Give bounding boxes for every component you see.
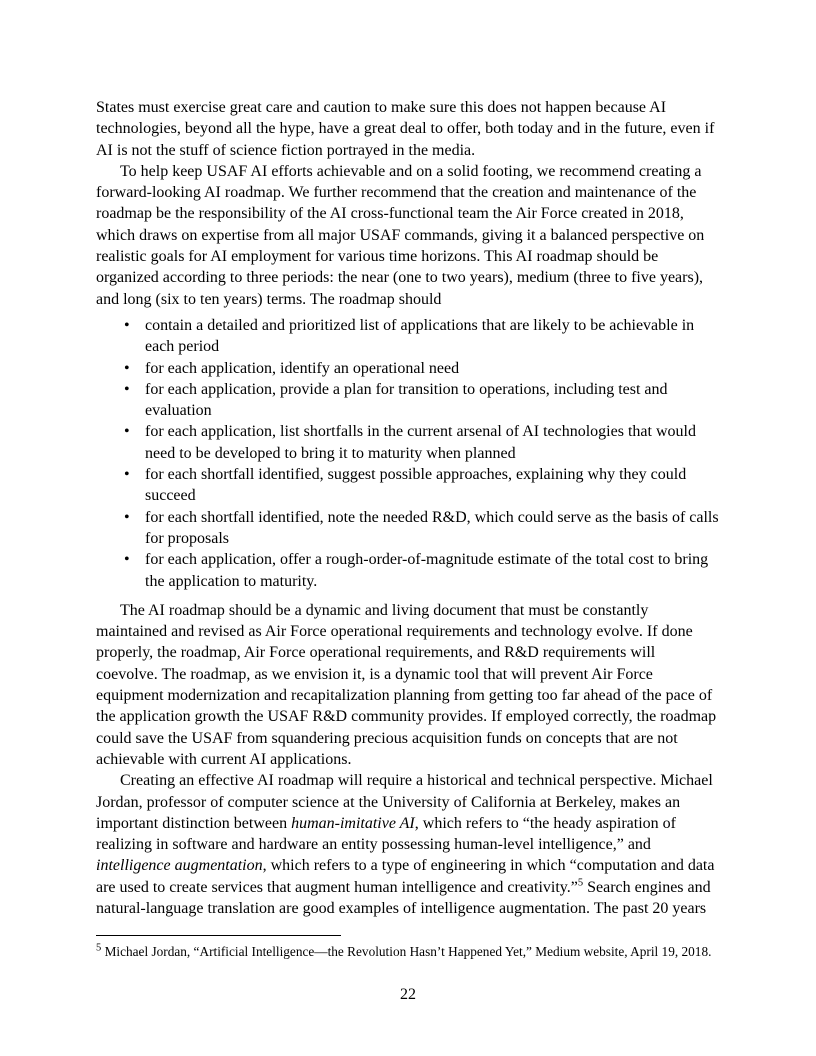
bullet-icon: • — [124, 508, 130, 526]
bullet-list — [96, 315, 720, 592]
bullet-icon: • — [124, 423, 130, 441]
paragraph-jordan-distinction — [96, 770, 720, 919]
bullet-icon: • — [124, 551, 130, 569]
bullet-icon: • — [124, 359, 130, 377]
bullet-item-text: for each application, provide a plan for transition to operations, including test and evaluation — [145, 380, 668, 420]
bullet-item-text: for each application, offer a rough-order-of-magnitude estimate of the total cost to bring the application to maturity. — [145, 551, 709, 590]
bullet-icon: • — [124, 380, 130, 398]
bullet-icon: • — [124, 316, 130, 334]
italic-term-intelligence-augmentation: intelligence augmentation — [96, 857, 263, 875]
bullet-item — [96, 549, 720, 592]
bullet-item-text: for each shortfall identified, suggest possible approaches, explaining why they could succeed — [145, 466, 687, 505]
bullet-item — [96, 507, 720, 550]
paragraph-text-segment: , which refers to a type of engineering in which “computation and data are used to create services that augment human intelligence and creativity.” — [96, 857, 715, 896]
footnote-text: Michael Jordan, “Artificial Intelligence—the Revolution Hasn’t Happened Yet,” Medium website, April 19, 2018. — [101, 944, 712, 960]
bullet-item-text: for each application, identify an operational need — [145, 359, 460, 377]
footnote-marker: 5 — [96, 942, 102, 954]
footnote-area — [96, 935, 720, 960]
bullet-item — [96, 464, 720, 507]
bullet-icon: • — [124, 466, 130, 484]
bullet-item-text: for each application, list shortfalls in the current arsenal of AI technologies that would need to be developed to bring it to maturity when planned — [145, 423, 696, 462]
bullet-item — [96, 379, 720, 422]
paragraph-roadmap-recommendation: To help keep USAF AI efforts achievable and on a solid footing, we recommend creating a forward-looking AI roadmap. We further recommend that the creation and maintenance of the roadmap be the responsibility of the AI cross-functional team the Air Force created in 2018, which draws on expertise from all major USAF commands, giving it a balanced perspective on realistic goals for AI employment for various time horizons. This AI roadmap should be organized according to three periods: the near (one to two years), medium (three to five years), and long (six to ten years) terms. The roadmap should — [96, 162, 705, 308]
paragraph-text-segment: , which refers to “the heady aspiration of realizing in software and hardware an entity possessing human-level intelligence,” and — [96, 814, 676, 854]
paragraph-text-segment: Creating an effective AI roadmap will require a historical and technical perspective. Michael Jordan, professor of computer science at the University of California at Berkeley, makes an important distinction between — [96, 772, 713, 832]
bullet-item — [96, 315, 720, 358]
page-number: 22 — [400, 986, 416, 1003]
paragraph-text-segment: Search engines and natural-language translation are good examples of intelligence augmentation. The past 20 years — [96, 878, 711, 917]
footnote — [96, 943, 720, 960]
footnote-separator — [96, 935, 341, 936]
bullet-item-text: for each shortfall identified, note the needed R&D, which could serve as the basis of calls for proposals — [145, 508, 719, 547]
paragraph-intro: States must exercise great care and caution to make sure this does not happen because AI technologies, beyond all the hype, have a great deal to offer, both today and in the future, even if AI is not the stuff of science fiction portrayed in the media. — [96, 99, 715, 159]
footnote-reference: 5 — [577, 877, 584, 889]
bullet-item — [96, 421, 720, 464]
bullet-item — [96, 358, 720, 379]
italic-term-human-imitative-ai: human-imitative AI — [291, 814, 415, 832]
paragraph-living-document: The AI roadmap should be a dynamic and living document that must be constantly maintained and revised as Air Force operational requirements and technology evolve. If done properly, the roadmap, Air Force operational requirements, and R&D requirements will coevolve. The roadmap, as we envision it, is a dynamic tool that will prevent Air Force equipment modernization and recapitalization planning from getting too far ahead of the pace of the application growth the USAF R&D community provides. If employed correctly, the roadmap could save the USAF from squandering precious acquisition funds on concepts that are not achievable with current AI applications. — [96, 601, 717, 768]
bullet-item-text: contain a detailed and prioritized list of applications that are likely to be achievable in each period — [145, 316, 695, 356]
